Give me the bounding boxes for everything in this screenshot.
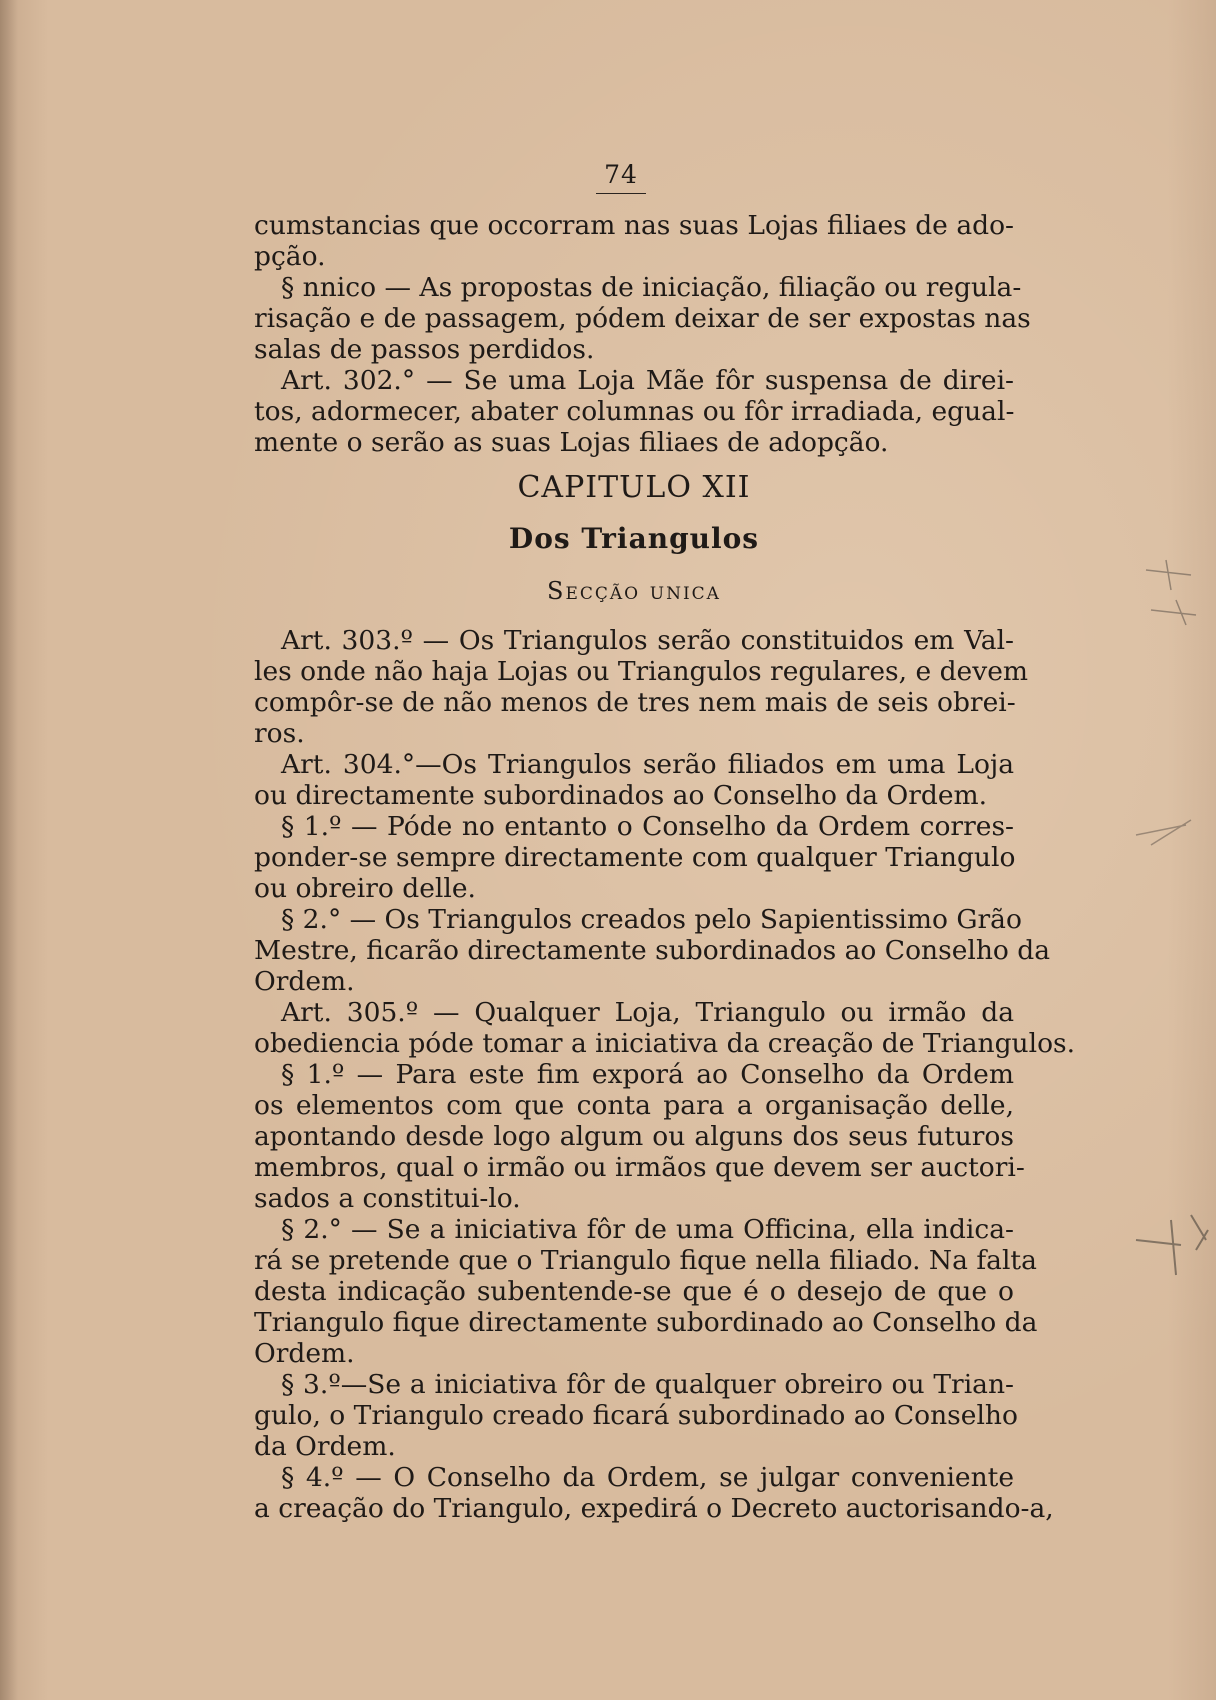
- chapter-number: CAPITULO XII: [517, 470, 751, 505]
- text-line: § 1.º — Póde no entanto o Conselho da Ordem corres-: [281, 811, 1014, 842]
- text-line: desta indicação subentende-se que é o desejo de que o: [254, 1276, 1014, 1307]
- text-line: Ordem.: [254, 1338, 355, 1369]
- text-line: pção.: [254, 241, 326, 272]
- text-line: Mestre, ficarão directamente subordinados ao Conselho da: [254, 935, 1051, 966]
- text-line: Art. 302.° — Se uma Loja Mãe fôr suspensa de direi-: [281, 365, 1014, 396]
- text-line: rá se pretende que o Triangulo fique nella filiado. Na falta: [254, 1245, 1037, 1276]
- page-number: 74: [596, 160, 646, 194]
- text-line: Art. 304.°—Os Triangulos serão filiados em uma Loja: [281, 749, 1014, 780]
- bottom-paragraphs: [254, 625, 1076, 1524]
- text-line: ou directamente subordinados ao Conselho da Ordem.: [254, 780, 988, 811]
- text-line: sados a constitui-lo.: [254, 1183, 521, 1214]
- text-line: Ordem.: [254, 966, 355, 997]
- text-line: gulo, o Triangulo creado ficará subordinado ao Conselho: [254, 1400, 1018, 1431]
- text-line: Art. 305.º — Qualquer Loja, Triangulo ou irmão da: [281, 997, 1014, 1028]
- text-line: apontando desde logo algum ou alguns dos seus futuros: [254, 1121, 1014, 1152]
- text-line: § 2.° — Se a iniciativa fôr de uma Officina, ella indica-: [281, 1214, 1014, 1245]
- text-line: ros.: [254, 718, 305, 749]
- text-line: Art. 303.º — Os Triangulos serão constituidos em Val-: [281, 625, 1014, 656]
- text-line: § nnico — As propostas de iniciação, filiação ou regula-: [281, 272, 1022, 303]
- text-line: § 3.º—Se a iniciativa fôr de qualquer obreiro ou Trian-: [281, 1369, 1014, 1400]
- chapter-title: Dos Triangulos: [508, 522, 760, 555]
- text-line: § 2.° — Os Triangulos creados pelo Sapientissimo Grão: [281, 904, 1022, 935]
- text-line: tos, adormecer, abater columnas ou fôr irradiada, egual-: [254, 396, 1015, 427]
- text-line: risação e de passagem, pódem deixar de ser expostas nas: [254, 303, 1031, 334]
- text-line: os elementos com que conta para a organisação delle,: [254, 1090, 1014, 1121]
- text-line: cumstancias que occorram nas suas Lojas filiaes de ado-: [254, 210, 1014, 241]
- section-title: Secção unica: [547, 577, 721, 605]
- page-header: [0, 160, 1216, 194]
- text-line: obediencia póde tomar a iniciativa da creação de Triangulos.: [254, 1028, 1076, 1059]
- text-line: ou obreiro delle.: [254, 873, 476, 904]
- text-line: da Ordem.: [254, 1431, 396, 1462]
- text-line: salas de passos perdidos.: [254, 334, 595, 365]
- text-line: les onde não haja Lojas ou Triangulos regulares, e devem: [254, 656, 1029, 687]
- text-line: mente o serão as suas Lojas filiaes de adopção.: [254, 427, 889, 458]
- page-edge-shadow: [0, 0, 18, 1700]
- text-line: § 1.º — Para este fim exporá ao Conselho da Ordem: [281, 1059, 1014, 1090]
- text-line: compôr-se de não menos de tres nem mais de seis obrei-: [254, 687, 1016, 718]
- top-paragraphs: [254, 210, 1031, 458]
- text-line: ponder-se sempre directamente com qualquer Triangulo: [254, 842, 1016, 873]
- text-line: membros, qual o irmão ou irmãos que devem ser auctori-: [254, 1152, 1025, 1183]
- text-line: Triangulo fique directamente subordinado ao Conselho da: [254, 1307, 1038, 1338]
- text-line: § 4.º — O Conselho da Ordem, se julgar conveniente: [281, 1462, 1014, 1493]
- margin-pen-marks: [1096, 0, 1216, 1700]
- page-body: [254, 210, 1076, 1524]
- text-line: a creação do Triangulo, expedirá o Decreto auctorisando-a,: [254, 1493, 1054, 1524]
